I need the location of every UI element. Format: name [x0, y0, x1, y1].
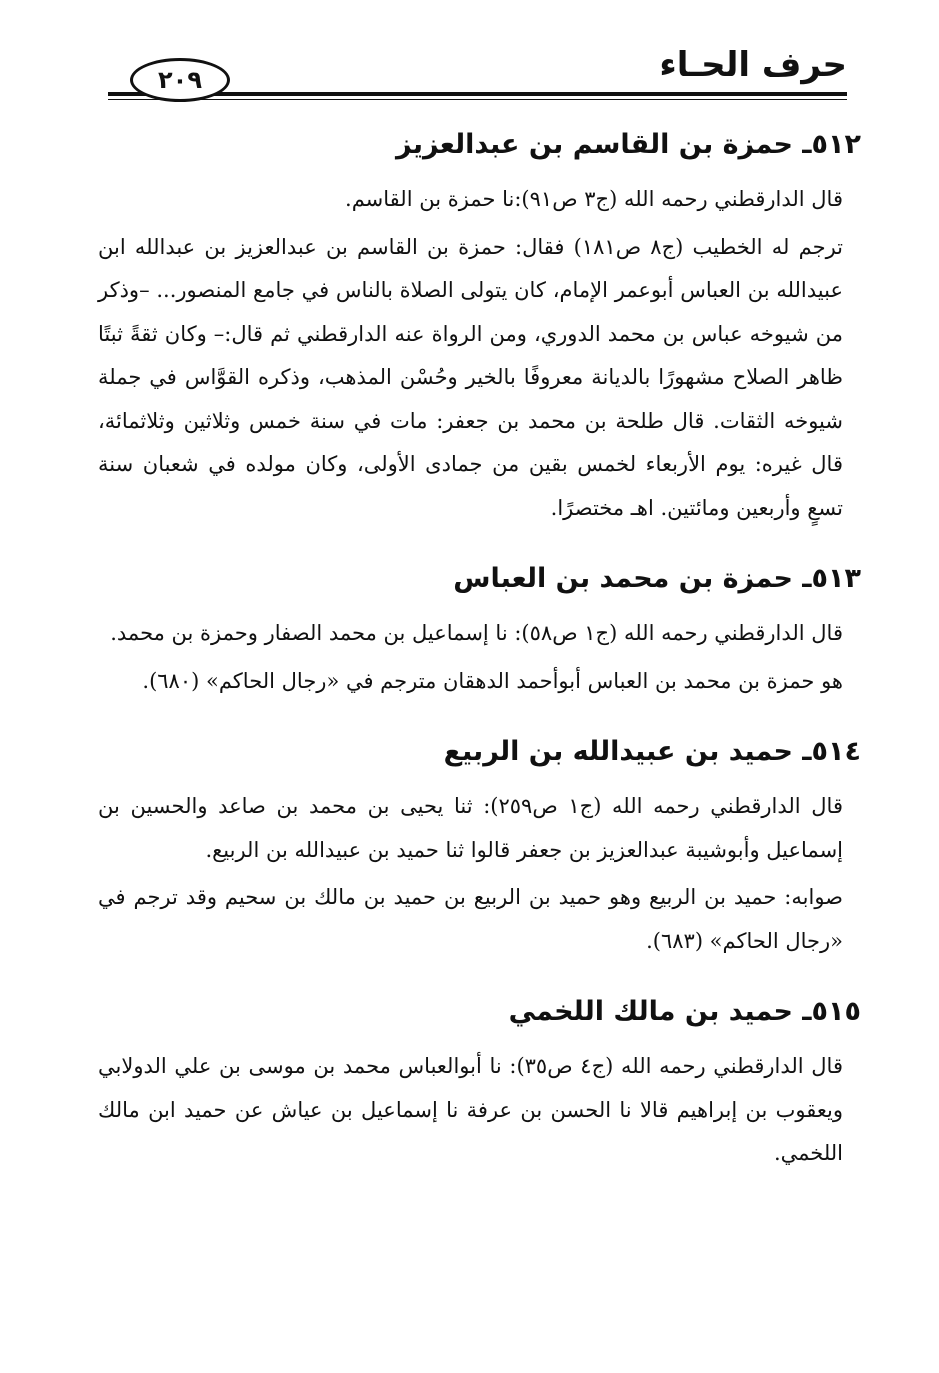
- entry-paragraph: ترجم له الخطيب (ج٨ ص١٨١) فقال: حمزة بن القاسم بن عبدالعزيز بن عبدالله ابن عبيدالله بن العباس أبوعمر الإمام، كان يتولى الصلاة بالناس في جامع المنصور... –وذكر من شيوخه عباس بن محمد الدوري، ومن الرواة عنه الدارقطني ثم قال:– وكان ثقةً ثبتًا ظاهر الصلاح مشهورًا بالديانة معروفًا بالخير وحُسْن المذهب، وذكره القوَّاس في جملة شيوخه الثقات. قال طلحة بن محمد بن جعفر: مات في سنة خمس وثلاثين وثلاثمائة، قال غيره: يوم الأربعاء لخمس بقين من جمادى الأولى، وكان مولده في شعبان سنة تسعٍ وأربعين ومائتين. اهـ مختصرًا.: [98, 234, 843, 520]
- chapter-title: حرف الحـاء: [651, 42, 847, 88]
- header-rule-thin: [108, 99, 847, 100]
- entry-title: ٥١٤ـ حميد بن عبيدالله بن الربيع: [443, 736, 861, 767]
- page-content: [98, 120, 861, 1180]
- entry-gap: [98, 707, 843, 727]
- entry-paragraph: قال الدارقطني رحمه الله (ج١ ص٥٨): نا إسماعيل بن محمد الصفار وحمزة بن محمد.: [110, 621, 843, 645]
- entry-paragraph: قال الدارقطني رحمه الله (ج٤ ص٣٥): نا أبوالعباس محمد بن موسى بن علي الدولابي ويعقوب بن إبراهيم قالا نا الحسن بن عرفة نا إسماعيل بن عياش عن حميد ابن مالك اللخمي.: [98, 1054, 843, 1165]
- page-header: [108, 40, 847, 102]
- page-number-badge: ٢٠٩: [130, 58, 230, 102]
- entry-paragraph: هو حمزة بن محمد بن العباس أبوأحمد الدهقان مترجم في «رجال الحاكم» (٦٨٠).: [142, 668, 843, 693]
- entry-515: [98, 987, 861, 1176]
- entry-514: [98, 727, 861, 963]
- entry-513: [98, 554, 861, 703]
- entry-gap: [98, 967, 843, 987]
- entry-title: ٥١٣ـ حمزة بن محمد بن العباس: [453, 563, 861, 594]
- entry-title: ٥١٥ـ حميد بن مالك اللخمي: [508, 996, 861, 1027]
- entry-title: ٥١٢ـ حمزة بن القاسم بن عبدالعزيز: [396, 129, 861, 160]
- entry-paragraph: قال الدارقطني رحمه الله (ج١ ص٢٥٩): ثنا يحيى بن محمد بن صاعد والحسين بن إسماعيل وأبوشيبة عبدالعزيز بن جعفر قالوا ثنا حميد بن عبيدالله بن الربيع.: [98, 794, 843, 862]
- entry-paragraph: صوابه: حميد بن الربيع وهو حميد بن الربيع بن حميد بن مالك بن سحيم وقد ترجم في «رجال الحاكم» (٦٨٣).: [98, 885, 843, 953]
- entry-512: [98, 120, 861, 530]
- entry-paragraph: قال الدارقطني رحمه الله (ج٣ ص٩١):نا حمزة بن القاسم.: [345, 187, 843, 211]
- entry-gap: [98, 534, 843, 554]
